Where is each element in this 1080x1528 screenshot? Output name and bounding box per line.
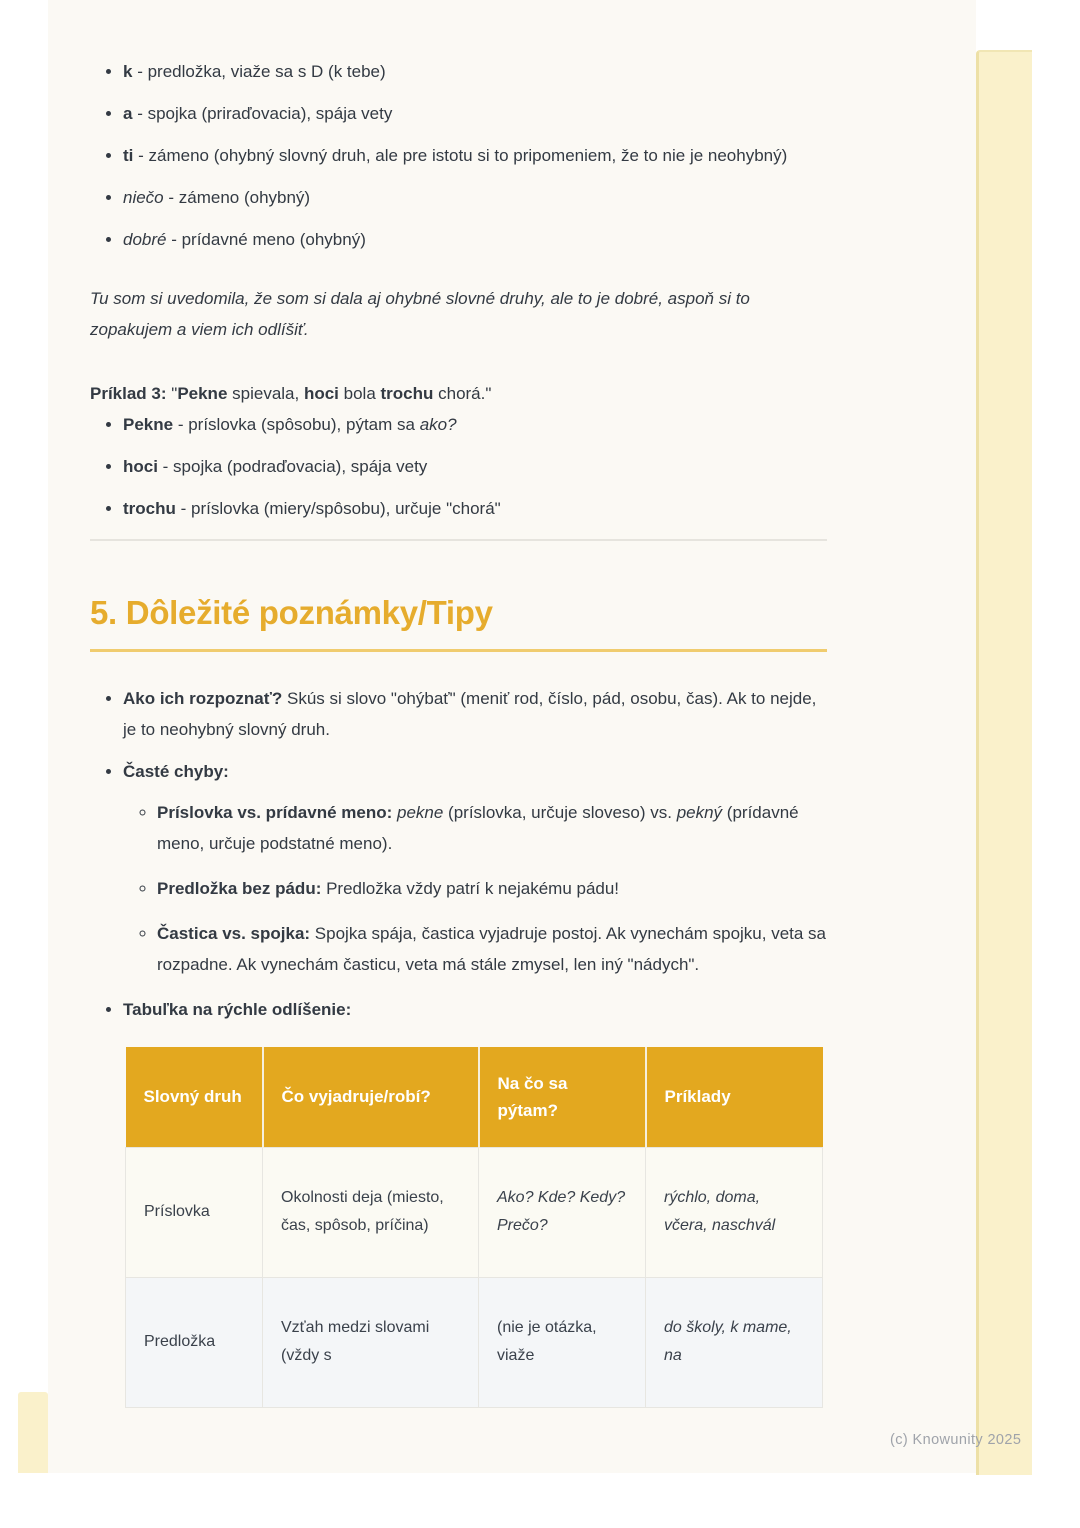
page-edge-left (18, 1392, 48, 1473)
section-divider (90, 539, 827, 541)
intro-list (90, 56, 827, 255)
list-item: • Pekne - príslovka (spôsobu), pýtam sa ako? (123, 409, 827, 440)
table-cell: Okolnosti deja (miesto, čas, spôsob, príčina) (263, 1147, 479, 1277)
table-header-cell: Na čo sa pýtam? (479, 1047, 646, 1147)
table-cell: Vzťah medzi slovami (vždy s (263, 1277, 479, 1407)
table-row (126, 1277, 823, 1407)
sub-list-item: ◦ Častica vs. spojka: Spojka spája, častica vyjadruje postoj. Ak vynechám spojku, veta sa rozpadne. Ak vynechám časticu, veta má stále zmysel, len iný "nádych". (157, 918, 827, 980)
example3-heading: Príklad 3: "Pekne spievala, hoci bola trochu chorá." (90, 384, 492, 403)
copyright-watermark: (c) Knowunity 2025 (890, 1432, 1022, 1448)
comparison-table (125, 1047, 823, 1408)
list-item: • k - predložka, viaže sa s D (k tebe) (123, 56, 827, 87)
section-title: 5. Dôležité poznámky/Tipy (90, 594, 493, 631)
table-header-cell: Príklady (646, 1047, 823, 1147)
table-cell: do školy, k mame, na (646, 1277, 823, 1407)
note-paragraph: Tu som si uvedomila, že som si dala aj ohybné slovné druhy, ale to je dobré, aspoň si to zopakujem a viem ich odlíšiť. (90, 289, 750, 339)
document-page (48, 0, 976, 1473)
sub-list-label: Časté chyby: (123, 762, 229, 781)
table-cell: (nie je otázka, viaže (479, 1277, 646, 1407)
list-item: • ti - zámeno (ohybný slovný druh, ale pre istotu si to pripomeniem, že to nie je neohybný) (123, 140, 827, 171)
table-header-cell: Slovný druh (126, 1047, 263, 1147)
table-cell: Predložka (126, 1277, 263, 1407)
table-cell: Ako? Kde? Kedy? Prečo? (479, 1147, 646, 1277)
list-item: • dobré - prídavné meno (ohybný) (123, 224, 827, 255)
sub-list-item: ◦ Predložka bez pádu: Predložka vždy patrí k nejakému pádu! (157, 873, 827, 904)
tips-list (90, 683, 827, 1025)
comparison-table-wrap (125, 1047, 827, 1408)
table-cell: Príslovka (126, 1147, 263, 1277)
sub-list-item: ◦ Príslovka vs. prídavné meno: pekne (príslovka, určuje sloveso) vs. pekný (prídavné meno, určuje podstatné meno). (157, 797, 827, 859)
list-item (123, 756, 827, 980)
table-header-row (126, 1047, 823, 1147)
section-title-underline (90, 649, 827, 652)
table-header-cell: Čo vyjadruje/robí? (263, 1047, 479, 1147)
list-item: • trochu - príslovka (miery/spôsobu), určuje "chorá" (123, 493, 827, 524)
common-mistakes-list (123, 797, 827, 980)
list-item: • niečo - zámeno (ohybný) (123, 182, 827, 213)
example3-list (90, 409, 827, 524)
table-row (126, 1147, 823, 1277)
list-item: • hoci - spojka (podraďovacia), spája vety (123, 451, 827, 482)
list-item: • a - spojka (priraďovacia), spája vety (123, 98, 827, 129)
table-cell: rýchlo, doma, včera, naschvál (646, 1147, 823, 1277)
document-content (90, 0, 827, 1408)
list-item: • Tabuľka na rýchle odlíšenie: (123, 994, 827, 1025)
list-item: • Ako ich rozpoznať? Skús si slovo "ohýbať" (meniť rod, číslo, pád, osobu, čas). Ak to nejde, je to neohybný slovný druh. (123, 683, 827, 745)
next-page-edge-stripe (976, 50, 1032, 1475)
